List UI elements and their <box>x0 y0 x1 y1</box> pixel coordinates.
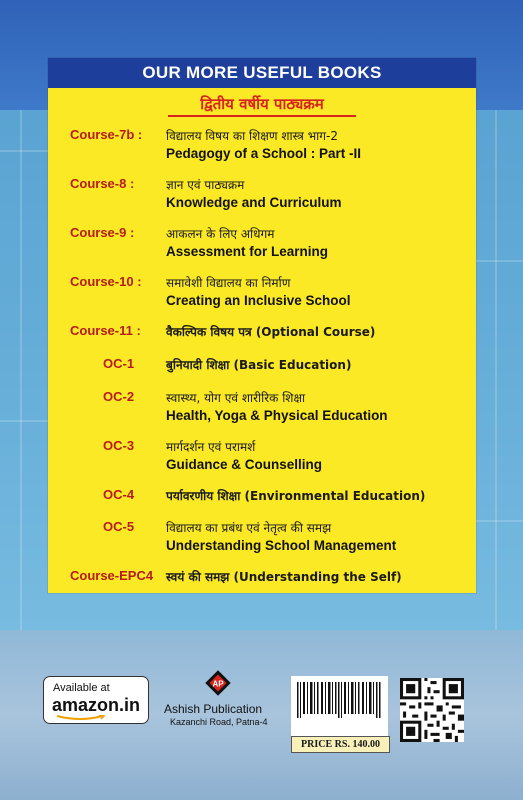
amazon-badge[interactable] <box>43 676 149 724</box>
publisher-address: Kazanchi Road, Patna-4 <box>170 717 268 727</box>
course-hindi-title: वैकल्पिक विषय पत्र (Optional Course) <box>166 325 376 339</box>
pattern-line <box>0 150 48 152</box>
amazon-smile-icon <box>56 715 106 721</box>
course-hindi-title: बुनियादी शिक्षा (Basic Education) <box>166 358 352 372</box>
course-english-title: Pedagogy of a School : Part -II <box>166 146 362 161</box>
course-hindi-title: समावेशी विद्यालय का निर्माण <box>166 276 291 290</box>
course-hindi-title: स्वास्थ्य, योग एवं शारीरिक शिक्षा <box>166 391 306 405</box>
pattern-line <box>495 110 497 630</box>
course-english-title: Understanding School Management <box>166 538 397 553</box>
course-english-title: Guidance & Counselling <box>166 457 323 472</box>
svg-text:AP: AP <box>212 679 224 689</box>
barcode <box>291 676 388 736</box>
publisher-name: Ashish Publication <box>164 702 263 716</box>
course-english-title: Health, Yoga & Physical Education <box>166 408 388 423</box>
course-english-title: Creating an Inclusive School <box>166 293 351 308</box>
course-code: OC-4 <box>103 487 135 502</box>
banner <box>48 58 476 88</box>
banner-title: OUR MORE USEFUL BOOKS <box>142 63 382 82</box>
publisher-logo-icon <box>205 670 231 696</box>
pattern-line <box>476 520 523 522</box>
amazon-brand-label: amazon.in <box>52 695 141 715</box>
course-hindi-title: ज्ञान एवं पाठ्यक्रम <box>166 178 245 192</box>
course-code: OC-5 <box>103 519 135 534</box>
amazon-available-label: Available at <box>53 682 110 694</box>
book-list-panel <box>48 58 476 593</box>
course-hindi-title: पर्यावरणीय शिक्षा (Environmental Education) <box>166 489 426 503</box>
course-code: OC-2 <box>103 389 135 404</box>
course-hindi-title: आकलन के लिए अधिगम <box>166 227 275 241</box>
course-english-title: Knowledge and Curriculum <box>166 195 342 210</box>
course-code: Course-EPC4 <box>70 568 154 583</box>
course-hindi-title: मार्गदर्शन एवं परामर्श <box>166 440 256 454</box>
course-code: Course-7b : <box>70 127 143 142</box>
barcode-icon <box>297 682 382 718</box>
course-code: Course-9 : <box>70 225 135 240</box>
pattern-line <box>0 420 48 422</box>
pattern-line <box>476 260 523 262</box>
course-code: OC-3 <box>103 438 135 453</box>
hindi-heading: द्वितीय वर्षीय पाठ्यक्रम <box>200 95 324 113</box>
heading-underline <box>168 115 356 117</box>
course-hindi-title: विद्यालय विषय का शिक्षण शास्त्र भाग-2 <box>166 129 338 143</box>
course-hindi-title: विद्यालय का प्रबंध एवं नेतृत्व की समझ <box>166 521 332 535</box>
course-code: Course-10 : <box>70 274 142 289</box>
course-code: OC-1 <box>103 356 135 371</box>
course-code: Course-8 : <box>70 176 135 191</box>
price-label: PRICE RS. 140.00 <box>291 736 390 753</box>
qr-code-icon <box>400 678 464 742</box>
course-english-title: Assessment for Learning <box>166 244 329 259</box>
course-hindi-title: स्वयं की समझ (Understanding the Self) <box>166 570 402 584</box>
course-code: Course-11 : <box>70 323 141 338</box>
pattern-line <box>20 110 22 630</box>
